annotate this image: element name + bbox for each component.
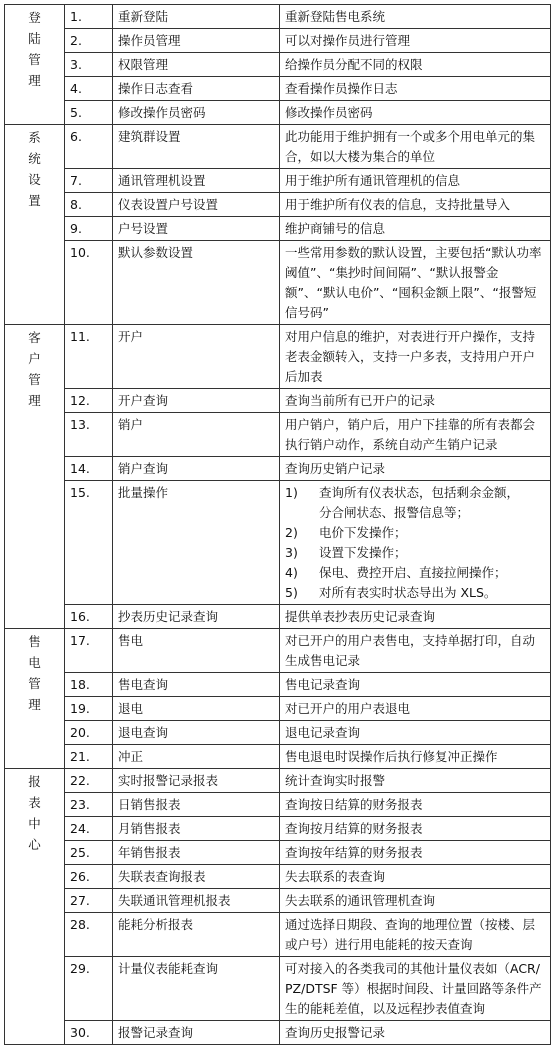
list-item-text: 设置下发操作；	[319, 545, 407, 560]
list-item-text: 保电、费控开启、直接拉闸操作；	[319, 565, 507, 580]
list-item-number: 1)	[285, 485, 298, 500]
function-description: 用于维护所有通讯管理机的信息	[280, 169, 551, 193]
function-description: 查询当前所有已开户的记录	[280, 389, 551, 413]
row-number: 19.	[65, 697, 113, 721]
list-item-number: 4)	[285, 565, 298, 580]
row-number: 29.	[65, 957, 113, 1021]
table-row	[5, 605, 551, 629]
function-name: 开户	[113, 325, 280, 389]
table-row	[5, 721, 551, 745]
category-label: 登陆管理	[28, 10, 41, 88]
function-name: 报警记录查询	[113, 1021, 280, 1045]
function-name: 退电查询	[113, 721, 280, 745]
function-description: 给操作员分配不同的权限	[280, 53, 551, 77]
function-description: 用户销户，销户后，用户下挂靠的所有表都会执行销户动作，系统自动产生销户记录	[280, 413, 551, 457]
table-row	[5, 697, 551, 721]
row-number: 28.	[65, 913, 113, 957]
category-label: 报表中心	[28, 774, 41, 852]
row-number: 18.	[65, 673, 113, 697]
function-name: 冲正	[113, 745, 280, 769]
category-cell	[5, 629, 65, 769]
function-name: 重新登陆	[113, 5, 280, 29]
function-name: 权限管理	[113, 53, 280, 77]
function-name: 仪表设置户号设置	[113, 193, 280, 217]
list-item	[285, 543, 546, 563]
function-name: 操作员管理	[113, 29, 280, 53]
row-number: 6.	[65, 125, 113, 169]
function-name: 开户查询	[113, 389, 280, 413]
row-number: 26.	[65, 865, 113, 889]
row-number: 22.	[65, 769, 113, 793]
category-label: 系统设置	[28, 130, 41, 208]
table-row	[5, 865, 551, 889]
table-row	[5, 629, 551, 673]
list-item-text: 查询所有仪表状态，包括剩余金额，	[319, 485, 520, 500]
list-item-text: 对所有表实时状态导出为 XLS。	[319, 585, 497, 600]
list-item	[285, 523, 546, 543]
function-name: 修改操作员密码	[113, 101, 280, 125]
table-row	[5, 913, 551, 957]
function-description: 查询按月结算的财务报表	[280, 817, 551, 841]
row-number: 4.	[65, 77, 113, 101]
function-name: 批量操作	[113, 481, 280, 605]
function-description: 可对接入的各类我司的其他计量仪表如（ACR/PZ/DTSF 等）根据时间段、计量回路等条件产生的能耗差值，以及远程抄表值查询	[280, 957, 551, 1021]
function-name: 销户	[113, 413, 280, 457]
table-row	[5, 77, 551, 101]
function-description: 对已开户的用户表退电	[280, 697, 551, 721]
table-row	[5, 745, 551, 769]
table-row	[5, 389, 551, 413]
table-row	[5, 413, 551, 457]
row-number: 16.	[65, 605, 113, 629]
function-description: 查询历史报警记录	[280, 1021, 551, 1045]
function-description: 维护商铺号的信息	[280, 217, 551, 241]
table-row	[5, 241, 551, 325]
table-row	[5, 957, 551, 1021]
table-row	[5, 769, 551, 793]
category-cell	[5, 769, 65, 1045]
row-number: 2.	[65, 29, 113, 53]
row-number: 12.	[65, 389, 113, 413]
list-item-number: 5)	[285, 585, 298, 600]
function-description: 失去联系的通讯管理机查询	[280, 889, 551, 913]
function-name: 通讯管理机设置	[113, 169, 280, 193]
function-description: 对用户信息的维护，对表进行开户操作，支持老表金额转入，支持一户多表，支持用户开户后加表	[280, 325, 551, 389]
table-row	[5, 29, 551, 53]
row-number: 10.	[65, 241, 113, 325]
function-name: 售电查询	[113, 673, 280, 697]
category-label: 客户管理	[28, 330, 41, 408]
row-number: 11.	[65, 325, 113, 389]
function-description: 提供单表抄表历史记录查询	[280, 605, 551, 629]
row-number: 5.	[65, 101, 113, 125]
function-description: 退电记录查询	[280, 721, 551, 745]
row-number: 1.	[65, 5, 113, 29]
row-number: 7.	[65, 169, 113, 193]
function-description: 失去联系的表查询	[280, 865, 551, 889]
function-description: 此功能用于维护拥有一个或多个用电单元的集合，如以大楼为集合的单位	[280, 125, 551, 169]
function-description: 售电记录查询	[280, 673, 551, 697]
function-name: 实时报警记录报表	[113, 769, 280, 793]
function-name: 日销售报表	[113, 793, 280, 817]
function-name: 年销售报表	[113, 841, 280, 865]
function-name: 户号设置	[113, 217, 280, 241]
row-number: 24.	[65, 817, 113, 841]
category-cell	[5, 5, 65, 125]
function-description: 可以对操作员进行管理	[280, 29, 551, 53]
row-number: 23.	[65, 793, 113, 817]
function-description: 查询按年结算的财务报表	[280, 841, 551, 865]
function-name: 能耗分析报表	[113, 913, 280, 957]
row-number: 17.	[65, 629, 113, 673]
function-description: 统计查询实时报警	[280, 769, 551, 793]
row-number: 8.	[65, 193, 113, 217]
function-description: 售电退电时误操作后执行修复冲正操作	[280, 745, 551, 769]
category-cell	[5, 325, 65, 629]
table-row	[5, 193, 551, 217]
function-name: 操作日志查看	[113, 77, 280, 101]
function-description: 对已开户的用户表售电，支持单据打印，自动生成售电记录	[280, 629, 551, 673]
function-description: 查询历史销户记录	[280, 457, 551, 481]
function-description: 用于维护所有仪表的信息，支持批量导入	[280, 193, 551, 217]
table-row	[5, 793, 551, 817]
function-name: 售电	[113, 629, 280, 673]
function-name: 销户查询	[113, 457, 280, 481]
table-row	[5, 325, 551, 389]
row-number: 27.	[65, 889, 113, 913]
table-row	[5, 125, 551, 169]
function-description: 重新登陆售电系统	[280, 5, 551, 29]
function-description: 通过选择日期段、查询的地理位置（按楼、层或户号）进行用电能耗的按天查询	[280, 913, 551, 957]
row-number: 3.	[65, 53, 113, 77]
table-row	[5, 841, 551, 865]
category-label: 售电管理	[28, 634, 41, 712]
list-item	[285, 563, 546, 583]
list-item-number: 2)	[285, 525, 298, 540]
row-number: 30.	[65, 1021, 113, 1045]
table-row	[5, 53, 551, 77]
row-number: 15.	[65, 481, 113, 605]
row-number: 21.	[65, 745, 113, 769]
table-row	[5, 889, 551, 913]
function-description	[280, 481, 551, 605]
function-name: 月销售报表	[113, 817, 280, 841]
list-item-continuation: 分合闸状态、报警信息等；	[319, 505, 470, 520]
function-description: 查询按日结算的财务报表	[280, 793, 551, 817]
table-row	[5, 169, 551, 193]
list-item	[285, 483, 546, 503]
function-description: 查看操作员操作日志	[280, 77, 551, 101]
function-description: 修改操作员密码	[280, 101, 551, 125]
table-row	[5, 673, 551, 697]
list-item	[285, 583, 546, 603]
row-number: 9.	[65, 217, 113, 241]
batch-operation-list	[285, 483, 546, 603]
table-row	[5, 481, 551, 605]
row-number: 25.	[65, 841, 113, 865]
table-row	[5, 101, 551, 125]
function-table-body	[5, 5, 551, 1045]
table-row	[5, 5, 551, 29]
function-name: 退电	[113, 697, 280, 721]
row-number: 14.	[65, 457, 113, 481]
function-name: 失联表查询报表	[113, 865, 280, 889]
table-row	[5, 1021, 551, 1045]
function-name: 抄表历史记录查询	[113, 605, 280, 629]
function-name: 默认参数设置	[113, 241, 280, 325]
table-row	[5, 457, 551, 481]
category-cell	[5, 125, 65, 325]
row-number: 13.	[65, 413, 113, 457]
table-row	[5, 217, 551, 241]
function-table	[4, 4, 551, 1045]
function-name: 计量仪表能耗查询	[113, 957, 280, 1021]
function-description: 一些常用参数的默认设置，主要包括“默认功率阈值”、“集抄时间间隔”、“默认报警金额”、“默认电价”、“囤积金额上限”、“报警短信号码”	[280, 241, 551, 325]
function-name: 失联通讯管理机报表	[113, 889, 280, 913]
list-item-number: 3)	[285, 545, 298, 560]
function-name: 建筑群设置	[113, 125, 280, 169]
table-row	[5, 817, 551, 841]
row-number: 20.	[65, 721, 113, 745]
list-item-text: 电价下发操作；	[319, 525, 407, 540]
